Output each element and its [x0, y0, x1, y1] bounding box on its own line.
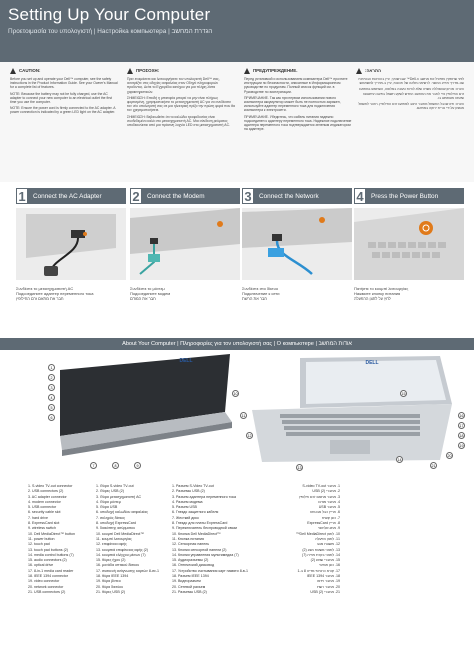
step-header — [242, 188, 352, 204]
callout-number: 8 — [112, 462, 119, 469]
feature-list-item: 19. Видеоразъем — [172, 579, 201, 584]
feature-list-item: 1. מחבר S-video TV-out — [302, 484, 340, 488]
feature-list-item: 9. διακόπτης ασύρματου — [96, 526, 135, 531]
feature-list-item: 16. optical drive — [28, 563, 54, 568]
notice-paragraph: Перед установкой и использованием компьютера Dell™ прочтите инструкции по безопасности, описанные в Информационном руководстве по продуктам. Полный список функций см. в Руководстве по эксплуатации. — [244, 77, 348, 94]
notice-paragraph: NOTE: Ensure the power cord is firmly connected to the AC adapter. A power connection is indicated by a green LED light on the AC adapter. — [10, 106, 116, 115]
feature-list-item: 13. κουμπιά επιφάνειας αφής (2) — [96, 547, 148, 552]
feature-list-item: 15. audio connectors (2) — [28, 558, 67, 563]
step-number: 1 — [16, 188, 28, 204]
feature-list-item: 4. modem connector — [28, 499, 61, 504]
feature-list-item: 21. Разъемы USB (2) — [172, 589, 207, 594]
feature-list-item: 17. συσκευή ανάγνωσης καρτών 8-σε-1 — [96, 568, 160, 573]
feature-list-item: 13. touch pad buttons (2) — [28, 547, 68, 552]
feature-list-item: 9. wireless switch — [28, 526, 56, 531]
caption-russian: Подсоедините адаптер переменного тока — [16, 291, 94, 296]
warning-icon — [10, 68, 16, 74]
feature-list-item: 21. מחברי USB (2) — [310, 589, 340, 594]
feature-list-item: 15. מחברי שמע (2) — [310, 558, 340, 563]
step-number: 4 — [354, 188, 366, 204]
callout-number: 1 — [48, 364, 55, 371]
power-button-illustration — [354, 208, 464, 280]
notice-paragraph: NOTE: Because the battery may not be fully charged, use the AC adapter to connect your new computer to an electrical outlet the first time you use the computer. — [10, 91, 112, 105]
feature-list-item: 1. Θύρα S-video TV-out — [96, 484, 134, 488]
notice-heading: CAUTION: — [19, 68, 41, 73]
feature-list-item: 14. κουμπιά ελέγχου μέσων (7) — [96, 552, 146, 557]
feature-list-item: 11. Кнопка питания — [172, 536, 204, 541]
callout-number: 13 — [297, 466, 302, 470]
feature-list-item: 13. לחצני משטח מגע (2) — [302, 547, 340, 552]
feature-list-item: 1. Разъем S-Video TV-out — [172, 484, 214, 488]
warning-icon — [127, 68, 133, 74]
feature-list-item: 17. 8-in-1 media card reader — [28, 568, 74, 573]
feature-list-item: 15. Аудиоразъемы (2) — [172, 558, 209, 563]
callout-number: 6 — [48, 414, 55, 421]
feature-list-item: 20. network connector — [28, 584, 64, 589]
step-header — [130, 188, 240, 204]
feature-list-item: 18. θύρα IEEE 1394 — [96, 574, 129, 579]
callout-number: 16 — [459, 414, 464, 418]
step-caption — [130, 286, 240, 301]
callout-number: 9 — [134, 462, 141, 469]
feature-list-item: 5. Разъем USB — [172, 505, 197, 510]
feature-list-item: 7. σκληρός δίσκος — [96, 515, 126, 520]
callout-number: 3 — [48, 384, 55, 391]
feature-list-item: 10. Кнопка Dell MediaDirect™ — [172, 531, 221, 536]
step-connect-network — [242, 188, 352, 328]
safety-notices — [0, 62, 474, 182]
feature-list-item: 3. Θύρα μετασχηματιστή AC — [96, 494, 142, 499]
feature-list-item: 4. Разъем модема — [172, 499, 203, 504]
feature-list-item: 19. מחבר וידאו — [317, 579, 340, 584]
step-label: Press the Power Button — [371, 192, 439, 200]
feature-list-item: 6. Гнездо защитного кабеля — [172, 510, 219, 515]
feature-list-item: 10. לחצן Dell MediaDirect™ — [295, 531, 340, 536]
callout-number: 10 — [233, 392, 238, 396]
feature-list-item: 16. כונן אופטי — [319, 563, 340, 568]
notice-heading: ПРЕДУПРЕЖДЕНИЕ. — [253, 68, 298, 73]
feature-list-item: 16. Оптический дисковод — [172, 563, 215, 568]
feature-list-item: 11. power button — [28, 536, 55, 541]
callout-number: 7 — [90, 462, 97, 469]
dell-logo: DELL — [179, 358, 193, 364]
feature-list-greek — [96, 484, 184, 595]
setup-steps — [0, 188, 474, 328]
caption-greek: Συνδέστε στο δίκτυο — [242, 286, 279, 291]
callout-number: 4 — [48, 394, 55, 401]
computer-diagram — [0, 350, 474, 472]
step-caption — [242, 286, 352, 301]
callout-number: 12 — [247, 434, 252, 438]
feature-list-item: 5. USB connector — [28, 505, 57, 510]
feature-lists — [0, 484, 474, 644]
feature-list-item: 18. IEEE 1394 connector — [28, 574, 68, 579]
feature-list-item: 14. media control buttons (7) — [28, 552, 74, 557]
step-number: 3 — [242, 188, 254, 204]
caption-hebrew: חבר את מתאם זרם החילופין — [16, 296, 64, 301]
feature-list-item: 10. κουμπί Dell MediaDirect™ — [96, 531, 145, 536]
feature-list-item: 17. קורא כרטיסי מדיה 8 ב-1 — [297, 568, 340, 573]
step-caption — [354, 286, 464, 301]
feature-list-item: 8. ExpressCard slot — [28, 521, 60, 526]
feature-list-item: 5. מחבר USB — [318, 505, 340, 510]
caption-hebrew: חבר את המודם — [130, 296, 156, 301]
feature-list-item: 6. security cable slot — [28, 510, 61, 515]
feature-list-item: 7. Жесткий диск — [172, 515, 199, 520]
caption-russian: Нажмите кнопку питания — [354, 291, 401, 296]
notice-paragraph: Before you set up and operate your Dell™ computer, see the safety instructions in the Product Information Guide. See your Owner's Manual for a complete list of features. — [10, 77, 118, 90]
callout-number: 14 — [397, 458, 402, 462]
notice-paragraph: ΣΗΜΕΙΩΣΗ: Επειδή η μπαταρία μπορεί να μην είναι πλήρως φορτισμένη, χρησιμοποιήστε το μετασχηματιστή AC για να συνδέσετε τον νέο υπολογιστή σας σε μια ηλεκτρική πρίζα την πρώτη φορά που θα τον χρησιμοποιήσετε. — [127, 95, 235, 113]
feature-list-item: 4. Θύρα μόντεμ — [96, 499, 121, 504]
notice-hebrew — [356, 68, 464, 178]
feature-list-item: 21. θύρες USB (2) — [96, 589, 126, 594]
notice-paragraph: ПРИМЕЧАНИЕ. Так как при первом использовании нового компьютера аккумулятор может быть не полностью заряжен, используйте адаптер переменного тока для подключения компьютера к электросети. — [244, 95, 341, 113]
callout-number: 20 — [447, 454, 452, 458]
feature-list-item: 14. לחצני בקרת מדיה (7) — [302, 552, 340, 557]
page-subtitle: Προετοιμασία του υπολογιστή | Настройка компьютера | הגדרת המחשב — [8, 28, 213, 35]
notice-english — [10, 68, 118, 178]
feature-list-item: 20. מחבר רשת — [317, 584, 340, 589]
feature-list-item: 18. Разъем IEEE 1394 — [172, 574, 209, 579]
feature-list-item: 20. θύρα δικτύου — [96, 584, 124, 589]
feature-list-item: 19. video connector — [28, 579, 60, 584]
step-caption — [16, 286, 126, 301]
notice-russian — [244, 68, 352, 178]
caption-greek: Συνδέστε το μετασχηματιστή AC — [16, 286, 74, 291]
step-header — [354, 188, 464, 204]
caption-russian: Подсоедините модем — [130, 291, 171, 296]
feature-list-item: 8. חריץ ExpressCard — [307, 521, 340, 526]
feature-list-item: 2. Θύρες USB (2) — [96, 489, 124, 494]
feature-list-item: 10. Dell MediaDirect™ button — [28, 531, 75, 536]
about-section-bar: About Your Computer | Πληροφορίες για τον υπολογιστή σας | О компьютере | אודות המחשב — [0, 338, 474, 350]
notice-paragraph: הערה: ודא שכבל החשמל מחובר היטב למתאם זרם החילופין. חיבור לחשמל מסומן על-ידי נורית ירוקה במתאם. — [358, 102, 464, 111]
caption-greek: Πατήστε το κουμπί λειτουργίας — [354, 286, 409, 291]
feature-list-item: 11. κουμπί λειτουργίας — [96, 536, 132, 541]
feature-list-item: 6. חריץ כבל אבטחה — [309, 510, 340, 515]
feature-list-item: 9. Переключатель беспроводной связи — [172, 526, 238, 531]
warning-icon — [356, 68, 362, 74]
step-header — [16, 188, 126, 204]
modem-illustration — [130, 208, 240, 280]
notice-paragraph: הערה: מכיוון שהסוללה עשויה שלא להיות טעונה במלואה, השתמש במתאם זרם החילופין כדי לחבר את המחשב החדש לשקע חשמל בפעם הראשונה שאתה משתמש בו. — [359, 87, 464, 100]
caption-hebrew: לחץ על לחצן ההפעלה — [354, 296, 391, 301]
callout-number: 11 — [241, 414, 246, 418]
feature-list-item: 14. Кнопки управления мультимедиа (7) — [172, 552, 239, 557]
feature-list-item: 3. Разъем адаптера переменного тока — [172, 494, 237, 499]
feature-list-item: 2. Разъемы USB (2) — [172, 489, 205, 494]
feature-list-item: 15. θύρες ήχου (2) — [96, 558, 126, 563]
caption-russian: Подключение к сети — [242, 291, 280, 296]
callout-number: 18 — [459, 434, 464, 438]
feature-list-item: 12. משטח מגע — [317, 542, 340, 547]
feature-list-item: 2. USB connectors (2) — [28, 489, 64, 494]
callout-number: 21 — [431, 464, 436, 468]
feature-list-item: 6. υποδοχή καλωδίου ασφαλείας — [96, 510, 149, 515]
feature-list-item: 21. USB connectors (2) — [28, 589, 66, 594]
feature-list-item: 12. επιφάνεια αφής — [96, 542, 127, 547]
feature-list-item: 17. Устройство считывания карт памяти 8-в-1 — [172, 568, 248, 573]
step-connect-modem — [130, 188, 240, 328]
callout-number: 17 — [459, 424, 464, 428]
feature-list-item: 1. S-video TV-out connector — [28, 484, 73, 488]
feature-list-item: 8. Гнездо для платы ExpressCard — [172, 521, 228, 526]
feature-list-item: 16. μονάδα οπτικού δίσκου — [96, 563, 140, 568]
warning-icon — [244, 68, 250, 74]
feature-list-russian — [172, 484, 260, 595]
ac-adapter-illustration — [16, 208, 126, 280]
callout-number: 5 — [48, 404, 55, 411]
feature-list-item: 8. υποδοχή ExpressCard — [96, 521, 136, 526]
feature-list-item: 19. θύρα βίντεο — [96, 579, 121, 584]
feature-list-item: 13. Кнопки сенсорной панели (2) — [172, 547, 227, 552]
network-illustration — [242, 208, 352, 280]
notice-paragraph: ПРИМЕЧАНИЕ. Убедитесь, что кабель питания надежно подсоединен к адаптеру переменного тока. Надежное подключение адаптера переменного тока подтверждается зеленым индикатором на адаптере. — [244, 114, 352, 132]
feature-list-item: 5. Θύρα USB — [96, 505, 118, 510]
notice-paragraph: Πριν ετοιμάσετε και λειτουργήσετε τον υπολογιστή Dell™ σας, ανατρέξτε στις οδηγίες ασφαλείας στον Οδηγό πληροφοριών προϊόντος. Δείτε το Εγχειρίδιο κατόχου για μια πλήρη λίστα χαρακτηριστικών. — [127, 77, 220, 94]
feature-list-item: 7. כונן קשיח — [321, 515, 340, 520]
feature-list-item: 3. AC adapter connector — [28, 494, 67, 499]
feature-list-item: 7. hard drive — [28, 515, 48, 520]
feature-list-item: 9. מתג אלחוטי — [317, 526, 340, 531]
feature-list-item: 12. Сенсорная панель — [172, 542, 210, 547]
page-title: Setting Up Your Computer — [8, 5, 211, 24]
notice-heading: ΠΡΟΣΟΧΗ: — [136, 68, 160, 73]
notice-heading: התראה: — [365, 68, 382, 73]
callout-number: 19 — [459, 444, 464, 448]
callout-number: 15 — [401, 392, 406, 396]
notice-paragraph: ΣΗΜΕΙΩΣΗ: Βεβαιωθείτε ότι το καλώδιο τροφοδοσίας είναι συνδεδεμένο καλά στο μετασχηματιστή AC. Μια σύνδεση ρεύματος υποδεικνύεται από μια πράσινη λυχνία LED στο μετασχηματιστή AC. — [127, 114, 230, 128]
step-label: Connect the Network — [259, 192, 319, 200]
step-connect-ac-adapter — [16, 188, 126, 328]
feature-list-hebrew — [250, 484, 340, 595]
notice-greek — [127, 68, 235, 178]
notice-paragraph: לפני שתתקין ותפעיל את מחשב ה-Dell™ שברשותך, עיין בהוראות הבטיחות שב-מדריך מידע המוצר. לרשימה מלאה של תכונות, עיין ב-מדריך למשתמש. — [358, 77, 464, 86]
step-label: Connect the AC Adapter — [33, 192, 102, 200]
feature-list-item: 3. מחבר מתאם זרם חילופין — [298, 494, 340, 499]
callout-number: 2 — [48, 374, 55, 381]
feature-list-item: 2. מחברי USB (2) — [312, 489, 340, 494]
feature-list-item: 12. touch pad — [28, 542, 50, 547]
feature-list-item: 11. לחצן הפעלה — [315, 536, 340, 541]
step-label: Connect the Modem — [147, 192, 205, 200]
feature-list-item: 4. מחבר מודם — [318, 499, 340, 504]
header-banner — [0, 0, 474, 62]
feature-list-item: 18. מחבר IEEE 1394 — [306, 574, 340, 579]
caption-greek: Συνδέστε το μόντεμ — [130, 286, 165, 291]
dell-logo: DELL — [365, 360, 379, 366]
caption-hebrew: חבר את הרשת — [242, 296, 268, 301]
step-number: 2 — [130, 188, 142, 204]
feature-list-item: 20. Сетевой разъем — [172, 584, 206, 589]
step-press-power-button — [354, 188, 464, 328]
laptop-illustrations — [0, 350, 474, 472]
